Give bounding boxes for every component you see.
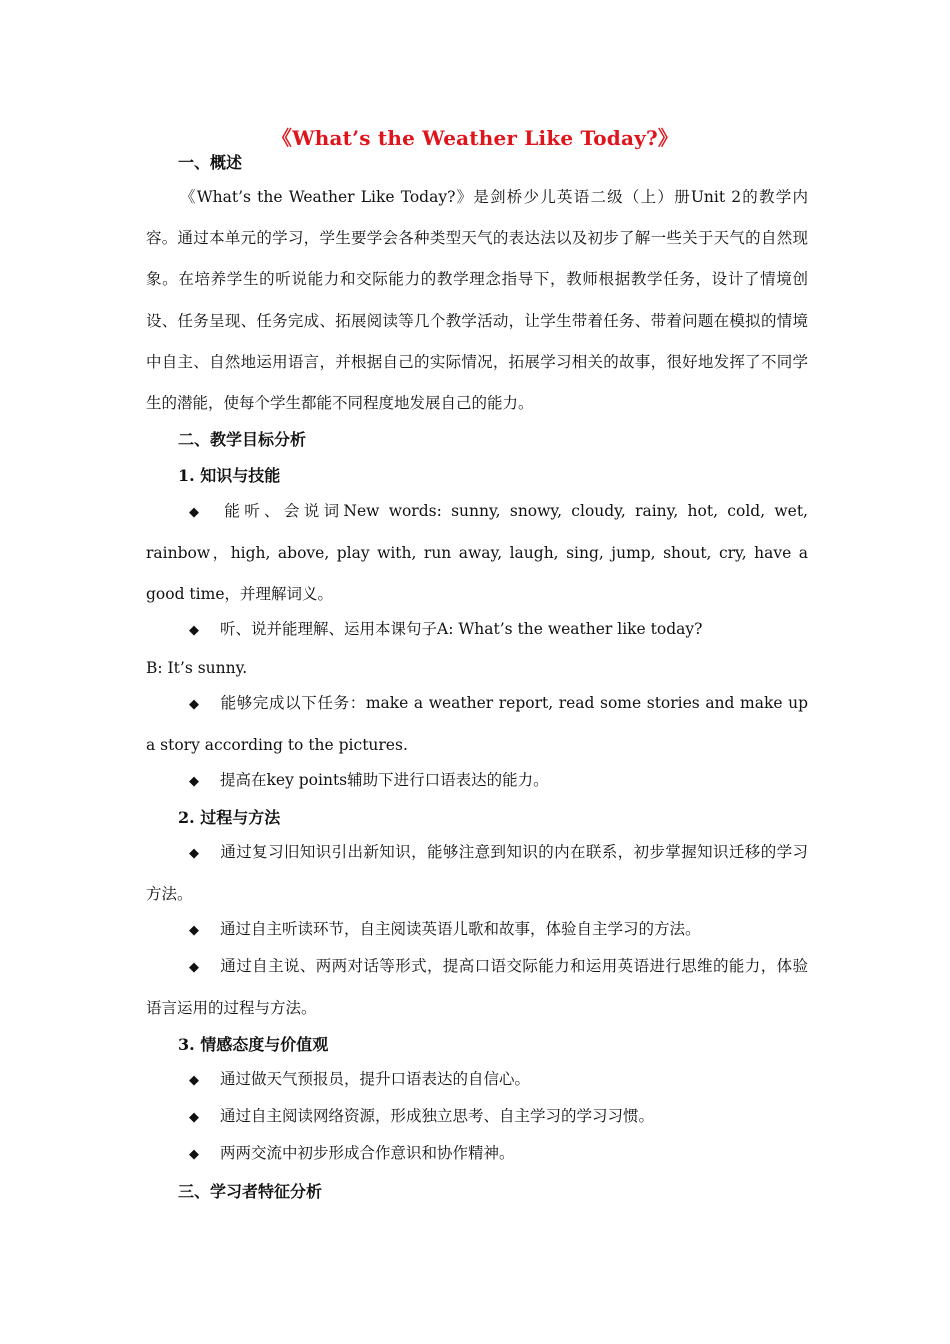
diamond-bullet-icon: ◆ xyxy=(189,697,199,712)
diamond-bullet-icon: ◆ xyxy=(189,923,199,938)
bullet-item xyxy=(146,683,808,766)
diamond-bullet-icon: ◆ xyxy=(189,774,199,789)
diamond-bullet-icon: ◆ xyxy=(189,1073,199,1088)
bullet-item xyxy=(146,1059,808,1101)
diamond-bullet-icon: ◆ xyxy=(189,505,199,520)
subheading-attitudes-values: 3. 情感态度与价值观 xyxy=(178,1035,329,1054)
subheading-knowledge-skills: 1. 知识与技能 xyxy=(178,466,281,485)
diamond-bullet-icon: ◆ xyxy=(189,1110,199,1125)
diamond-bullet-icon: ◆ xyxy=(189,1147,199,1162)
bullet-text: 通过自主听读环节，自主阅读英语儿歌和故事，体验自主学习的方法。 xyxy=(220,920,701,938)
bullet-item xyxy=(146,609,808,651)
bullet-item xyxy=(146,491,808,615)
bullet-item xyxy=(146,909,808,951)
bullet-text: 能够完成以下任务：make a weather report, read some stories and make up a story according to the pictures. xyxy=(146,694,808,754)
bullet-text: 提高在key points辅助下进行口语表达的能力。 xyxy=(220,771,549,789)
section-heading-learner-analysis: 三、学习者特征分析 xyxy=(178,1182,323,1201)
bullet-text: 两两交流中初步形成合作意识和协作精神。 xyxy=(220,1144,515,1162)
bullet-item xyxy=(146,1133,808,1175)
subheading-process-methods: 2. 过程与方法 xyxy=(178,808,281,827)
overview-paragraph: 《What’s the Weather Like Today?》是剑桥少儿英语二级（上）册Unit 2的教学内容。通过本单元的学习，学生要学会各种类型天气的表达法以及初步了解一些关于天气的自然现象。在培养学生的听说能力和交际能力的教学理念指导下，教师根据教学任务，设计了情境创设、任务呈现、任务完成、拓展阅读等几个教学活动，让学生带着任务、带着问题在模拟的情境中自主、自然地运用语言，并根据自己的实际情况，拓展学习相关的故事，很好地发挥了不同学生的潜能，使每个学生都能不同程度地发展自己的能力。 xyxy=(146,188,808,413)
bullet-text: 能听、会说词New words: sunny, snowy, cloudy, rainy, hot, cold, wet, rainbow，high, above, play with, run away, laugh, sing, jump, shout, cry, have a good time，并理解词义。 xyxy=(146,502,808,603)
document-title: 《What’s the Weather Like Today?》 xyxy=(271,126,679,150)
bullet-text: 通过做天气预报员，提升口语表达的自信心。 xyxy=(220,1070,531,1088)
section-heading-objectives: 二、教学目标分析 xyxy=(178,430,307,449)
bullet-text: 通过自主阅读网络资源，形成独立思考、自主学习的学习习惯。 xyxy=(220,1107,655,1125)
diamond-bullet-icon: ◆ xyxy=(189,846,199,861)
bullet-item xyxy=(146,1096,808,1138)
bullet-item xyxy=(146,946,808,1029)
bullet-text: 通过复习旧知识引出新知识，能够注意到知识的内在联系，初步掌握知识迁移的学习方法。 xyxy=(146,843,808,903)
bullet-text: 听、说并能理解、运用本课句子A: What’s the weather like today? xyxy=(220,620,703,638)
bullet-continuation: B: It’s sunny. xyxy=(146,659,248,677)
bullet-item xyxy=(146,760,808,802)
diamond-bullet-icon: ◆ xyxy=(189,960,199,975)
section-heading-overview: 一、概述 xyxy=(178,153,243,172)
diamond-bullet-icon: ◆ xyxy=(189,623,199,638)
bullet-item xyxy=(146,832,808,915)
bullet-text: 通过自主说、两两对话等形式，提高口语交际能力和运用英语进行思维的能力，体验语言运用的过程与方法。 xyxy=(146,957,808,1017)
